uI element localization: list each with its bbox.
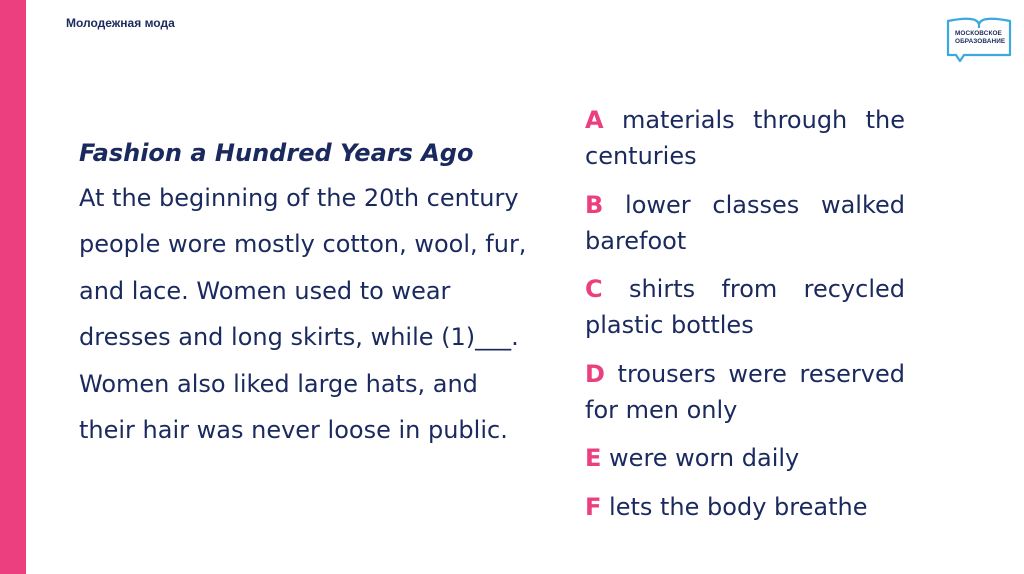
option-text: shirts from recycled plastic bottles [585,275,905,339]
option-c [585,271,905,343]
option-a [585,102,905,174]
slide-header-title: Молодежная мода [66,16,175,30]
option-letter: C [585,275,603,303]
option-letter: D [585,359,605,388]
reading-passage [79,130,539,454]
option-e [585,440,905,476]
option-f [585,489,905,525]
logo-text-line2: ОБРАЗОВАНИЕ [955,38,1006,45]
option-letter: E [585,444,602,472]
option-d [585,356,905,428]
option-b [585,187,905,259]
passage-title: Fashion a Hundred Years Ago [79,139,474,167]
passage-body: At the beginning of the 20th century people wore mostly cotton, wool, fur, and lace. Women used to wear dresses and long skirts, while (1)___. Women also liked large hats, and their hair was never loose in public. [79,183,527,444]
logo-text-line1: МОСКОВСКОЕ [955,30,1002,37]
option-letter: F [585,492,602,521]
answer-options-list [585,102,905,537]
option-text: trousers were reserved for men only [585,359,905,424]
option-text: materials through the centuries [585,106,905,170]
option-text: lower classes walked barefoot [585,190,905,255]
moscow-education-logo [942,15,1012,63]
option-text: were worn daily [609,444,800,472]
option-letter: A [585,106,604,134]
option-text: lets the body breathe [609,492,868,521]
accent-bar [0,0,26,574]
option-letter: B [585,190,604,219]
